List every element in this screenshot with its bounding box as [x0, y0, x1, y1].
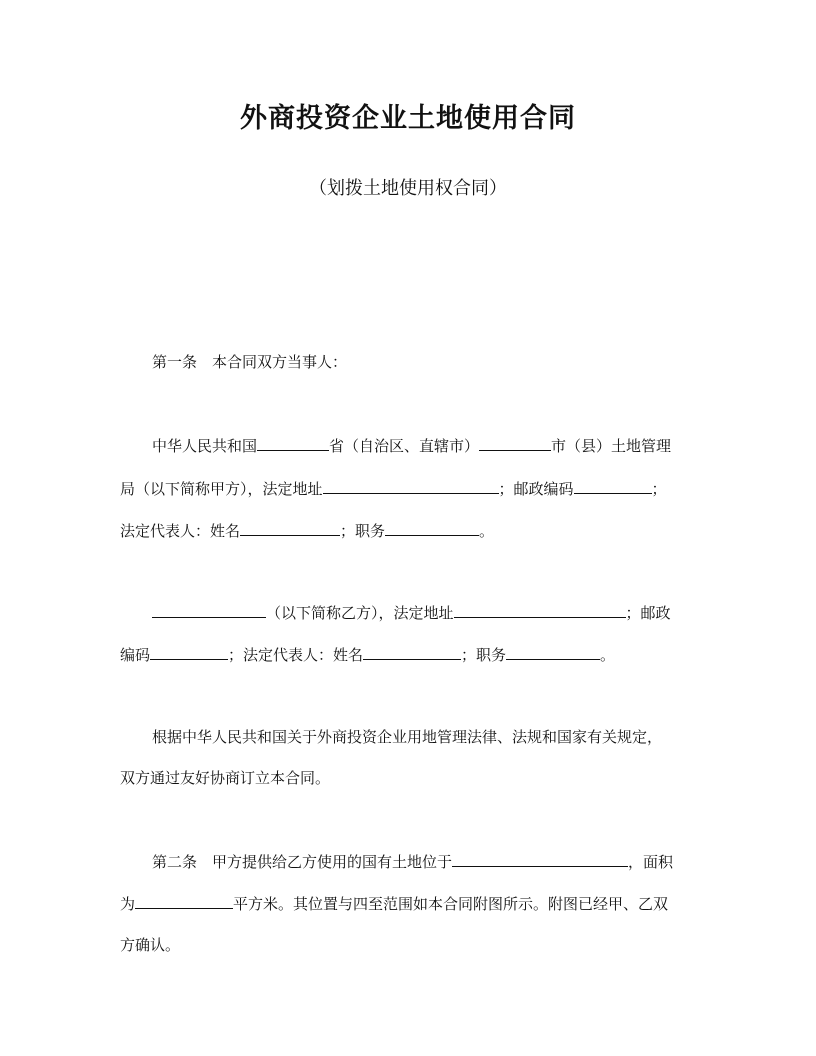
- text-segment: 省（自治区、直辖市）: [329, 437, 480, 455]
- article-2-line-2: [120, 893, 668, 914]
- city-blank: [479, 435, 551, 451]
- party-a-line-2: [120, 478, 667, 499]
- text-segment: 第二条 甲方提供给乙方使用的国有土地位于: [152, 853, 453, 871]
- party-a-postcode-blank: [574, 478, 652, 494]
- article-2-line-1: [152, 851, 673, 872]
- text-segment: 法定代表人：姓名: [120, 522, 241, 540]
- text-segment: 局（以下简称甲方），法定地址: [120, 480, 323, 498]
- text-segment: ；职务: [340, 522, 386, 540]
- basis-line-2: 双方通过友好协商订立本合同。: [120, 769, 331, 787]
- text-segment: ；职务: [461, 646, 507, 664]
- party-b-address-blank: [454, 602, 626, 618]
- text-segment: ，面积: [628, 853, 674, 871]
- party-a-position-blank: [385, 520, 479, 536]
- article-2-line-3: 方确认。: [120, 936, 181, 954]
- text-segment: 为: [120, 895, 136, 913]
- party-a-line-1: [152, 435, 671, 456]
- text-segment: ；邮政: [625, 604, 671, 622]
- party-b-rep-name-blank: [363, 644, 461, 660]
- text-segment: （以下简称乙方），法定地址: [266, 604, 454, 622]
- party-a-name-blank: [240, 520, 340, 536]
- land-location-blank: [452, 851, 628, 867]
- text-segment: ；: [651, 480, 667, 498]
- party-b-name-blank: [152, 602, 266, 618]
- text-segment: 中华人民共和国: [152, 437, 258, 455]
- document-title: 外商投资企业土地使用合同: [240, 103, 576, 134]
- party-b-line-2: [120, 644, 615, 665]
- text-segment: ；邮政编码: [498, 480, 574, 498]
- text-segment: 编码: [120, 646, 151, 664]
- basis-line-1: 根据中华人民共和国关于外商投资企业用地管理法律、法规和国家有关规定，: [152, 728, 663, 746]
- text-segment: 。: [479, 522, 495, 540]
- text-segment: 平方米。其位置与四至范围如本合同附图所示。附图已经甲、乙双: [233, 895, 669, 913]
- text-segment: 市（县）土地管理: [551, 437, 672, 455]
- province-blank: [257, 435, 329, 451]
- text-segment: 。: [600, 646, 616, 664]
- party-a-line-3: [120, 520, 494, 541]
- party-b-line-1: [152, 602, 671, 623]
- land-area-blank: [135, 893, 233, 909]
- document-subtitle: （划拨土地使用权合同）: [309, 178, 507, 199]
- party-b-position-blank: [506, 644, 600, 660]
- text-segment: ；法定代表人：姓名: [228, 646, 364, 664]
- party-a-address-blank: [323, 478, 499, 494]
- article-1-heading: 第一条 本合同双方当事人：: [152, 353, 348, 371]
- party-b-postcode-blank: [150, 644, 228, 660]
